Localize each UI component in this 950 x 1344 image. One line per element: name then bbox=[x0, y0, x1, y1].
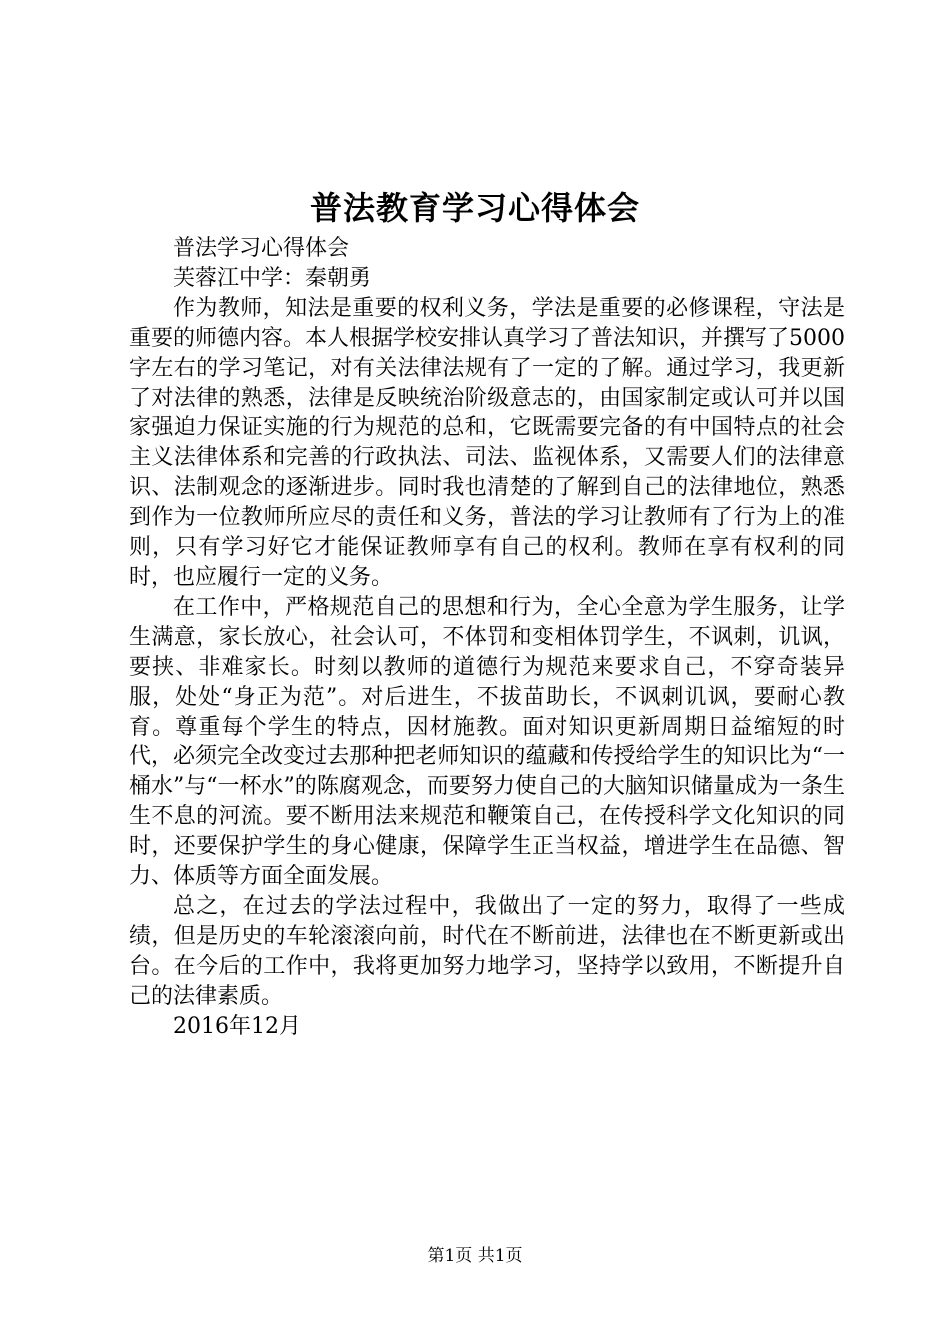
document-body bbox=[129, 234, 845, 1041]
document-subtitle: 普法学习心得体会 bbox=[173, 236, 350, 261]
document-title: 普法教育学习心得体会 bbox=[309, 189, 640, 227]
paragraph-1: 作为教师，知法是重要的权利义务，学法是重要的必修课程，守法是重要的师德内容。本人根据学校安排认真学习了普法知识，并撰写了5000字左右的学习笔记，对有关法律法规有了一定的了解。通过学习，我更新了对法律的熟悉，法律是反映统治阶级意志的，由国家制定或认可并以国家强迫力保证实施的行为规范的总和，它既需要完备的有中国特点的社会主义法律体系和完善的行政执法、司法、监视体系，又需要人们的法律意识、法制观念的逐渐进步。同时我也清楚的了解到自己的法律地位，熟悉到作为一位教师所应尽的责任和义务，普法的学习让教师有了行为上的准则，只有学习好它才能保证教师享有自己的权利。教师在享有权利的同时，也应履行一定的义务。 bbox=[129, 295, 845, 590]
page-footer: 第1页 共1页 bbox=[427, 1246, 523, 1266]
paragraph-2: 在工作中，严格规范自己的思想和行为，全心全意为学生服务，让学生满意，家长放心，社会认可，不体罚和变相体罚学生，不讽刺，讥讽，要挟、非难家长。时刻以教师的道德行为规范来要求自己，不穿奇装异服，处处“身正为范”。对后进生，不拔苗助长，不讽刺讥讽，要耐心教育。尊重每个学生的特点，因材施教。面对知识更新周期日益缩短的时代，必须完全改变过去那种把老师知识的蕴藏和传授给学生的知识比为“一桶水”与“一杯水”的陈腐观念，而要努力使自己的大脑知识储量成为一条生生不息的河流。要不断用法来规范和鞭策自己，在传授科学文化知识的同时，还要保护学生的身心健康，保障学生正当权益，增进学生在品德、智力、体质等方面全面发展。 bbox=[129, 594, 845, 890]
author-line: 芙蓉江中学：秦朝勇 bbox=[173, 265, 372, 291]
paragraph-3: 总之，在过去的学法过程中，我做出了一定的努力，取得了一些成绩，但是历史的车轮滚滚向前，时代在不断前进，法律也在不断更新或出台。在今后的工作中，我将更加努力地学习，坚持学以致用，不断提升自己的法律素质。 bbox=[129, 893, 845, 1009]
document-date: 2016年12月 bbox=[173, 1013, 301, 1039]
